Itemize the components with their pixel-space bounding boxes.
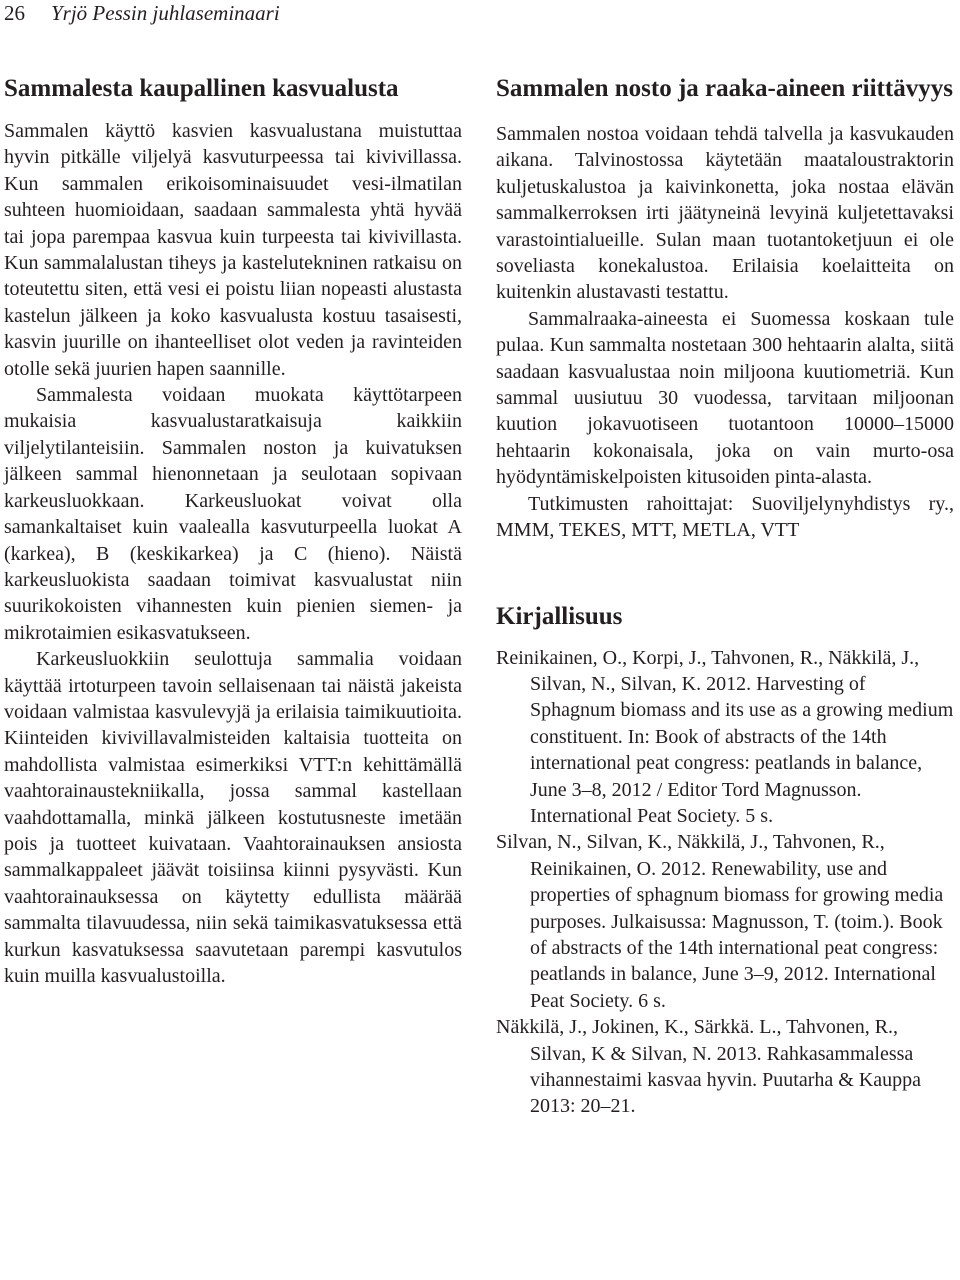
paragraph: Sammalen käyttö kasvien kasvualustana muistuttaa hyvin pitkälle viljelyä kasvuturpeessa tai kivivillassa. Kun sammalen erikoisominaisuudet vesi-ilmatilan suhteen huomioidaan, saadaan sammalesta yhtä hyvää tai jopa parempaa kasvua kuin turpeesta tai kivivillasta. Kun sammalalustan tiheys ja kastelutekninen ratkaisu on toteutettu siten, että vesi ei poistu liian nopeasti alustasta kastelun jälkeen ja koko kasvualusta kostuu tasaisesti, kasvin juurille on ihanteelliset olot veden ja ravinteiden otolle sekä juurien hapen saannille. bbox=[4, 120, 462, 380]
references-heading: Kirjallisuus bbox=[496, 602, 623, 630]
section-heading-harvesting: Sammalen nosto ja raaka-aineen riittävyys bbox=[496, 75, 953, 102]
left-column bbox=[4, 72, 462, 989]
paragraph: Sammalen nostoa voidaan tehdä talvella ja kasvukauden aikana. Talvinostossa käytetään maataloustraktorin kuljetuskalustoa ja kaivinkonetta, joka nostaa elävän sammalkerroksen irti jäätyneinä levyinä kuljetettavaksi varastointialueille. Sulan maan tuotantoketjuun ei ole soveliasta konekalustoa. Erilaisia koelaitteita on kuitenkin alustavasti testattu. bbox=[496, 123, 954, 304]
page-number: 26 bbox=[4, 1, 25, 25]
section-heading-commercial-growing-medium: Sammalesta kaupallinen kasvualusta bbox=[4, 75, 399, 102]
reference-item: Silvan, N., Silvan, K., Näkkilä, J., Tahvonen, R., Reinikainen, O. 2012. Renewability, use and properties of sphagnum biomass for growing media purposes. Julkaisussa: Magnusson, T. (toim.). Book of abstracts of the 14th international peat congress: peatlands in balance, June 3–9, 2012. International Peat Society. 6 s. bbox=[496, 831, 944, 1012]
funding-note: Tutkimusten rahoittajat: Suoviljelynyhdistys ry., MMM, TEKES, MTT, METLA, VTT bbox=[496, 492, 954, 542]
paragraph: Karkeusluokkiin seulottuja sammalia voidaan käyttää irtoturpeen tavoin sellaisenaan tai näistä jakeista voidaan valmistaa kasvulevyjä ja erilaisia taimikuutioita. Kiinteiden kivivillavalmisteiden kaltaisia tuotteita on mahdollista valmistaa esimerkiksi VTT:n kehittämällä vaahtorainaustekniikalla, jossa sammal kastellaan vaahdottamalla, minkä jälkeen kostutusneste imetään pois ja tuotteet kuivataan. Vaahtorainauksen ansiosta sammalkappaleet jäävät toisiinsa kiinni pysyvästi. Kun vaahtorainauksessa on käytetty edullista määrää sammalta tilavuudessa, niin sekä taimikasvatuksessa että kurkun kasvatuksessa saavutetaan parempi kasvutulos kuin muilla kasvualustoilla. bbox=[4, 648, 462, 987]
reference-item: Näkkilä, J., Jokinen, K., Särkkä. L., Tahvonen, R., Silvan, K & Silvan, N. 2013. Rahkasammalessa vihannestaimi kasvaa hyvin. Puutarha & Kauppa 2013: 20–21. bbox=[496, 1016, 922, 1118]
running-head bbox=[4, 0, 280, 30]
paragraph: Sammalraaka-aineesta ei Suomessa koskaan tule pulaa. Kun sammalta nostetaan 300 hehtaarin alalta, siitä saadaan kasvualustaa noin miljoona kuutiometriä. Kun sammal uusiutuu 30 vuodessa, tarvitaan miljoonan kuution jokavuotiseen tuotantoon 10000–15000 hehtaarin kokonaisala, joka on vain murto-osa hyödyntämiskelpoisten kitusoiden pinta-alasta. bbox=[496, 307, 954, 489]
right-column bbox=[496, 72, 954, 1120]
journal-title: Yrjö Pessin juhlaseminaari bbox=[51, 1, 280, 25]
reference-item: Reinikainen, O., Korpi, J., Tahvonen, R., Näkkilä, J., Silvan, N., Silvan, K. 2012. Harvesting of Sphagnum biomass and its use as a growing medium constituent. In: Book of abstracts of the 14th international peat congress: peatlands in balance, June 3–8, 2012 / Editor Tord Magnusson. International Peat Society. 5 s. bbox=[496, 646, 954, 827]
paragraph: Sammalesta voidaan muokata käyttötarpeen mukaisia kasvualustaratkaisuja kaikkiin viljelytilanteisiin. Sammalen noston ja kuivatuksen jälkeen sammal hienonnetaan ja seulotaan sopivaan karkeusluokkaan. Karkeusluokat voivat olla samankaltaiset kuin vaalealla kasvuturpeella luokat A (karkea), B (keskikarkea) ja C (hieno). Näistä karkeusluokista saadaan toimivat kasvualustat niin suurikokoisten vihannesten kuin pienien siemen- ja mikrotaimien esikasvatukseen. bbox=[4, 384, 462, 644]
